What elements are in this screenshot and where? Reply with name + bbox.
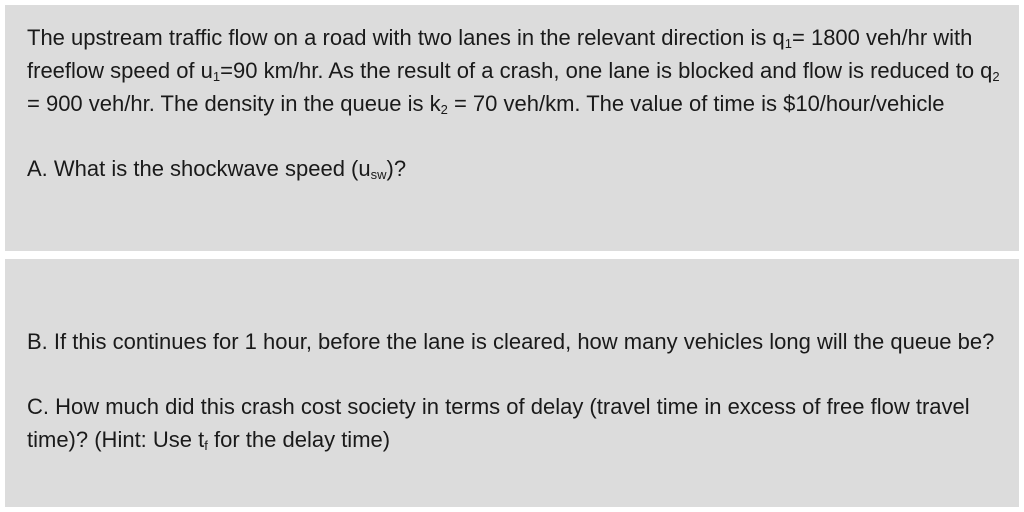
statement-text-2: = 1800 veh/hr with freeflow speed of u — [27, 25, 973, 83]
question-a-text-2: )? — [386, 156, 407, 181]
question-a-text-1: A. What is the shockwave speed (u — [27, 156, 371, 181]
questions-panel — [5, 259, 1019, 507]
k2-subscript: 2 — [440, 102, 448, 117]
question-c-text-2: for the delay time) — [207, 427, 391, 452]
question-b: B. If this continues for 1 hour, before the lane is cleared, how many vehicles long will the queue be? — [27, 329, 995, 354]
statement-text-1: The upstream traffic flow on a road with two lanes in the relevant direction is q — [27, 25, 785, 50]
statement-text-4: = 900 veh/hr. The density in the queue is k — [27, 91, 441, 116]
u1-subscript: 1 — [212, 69, 221, 84]
problem-statement-panel — [5, 5, 1019, 251]
question-c — [27, 390, 1005, 456]
question-c-text-1: C. How much did this crash cost society in terms of delay (travel time in excess of free flow travel time)? (Hint: Use t — [27, 394, 970, 452]
problem-statement — [27, 21, 1005, 120]
tf-subscript: f — [204, 438, 208, 453]
sw-subscript: sw — [370, 167, 387, 182]
q2-subscript: 2 — [992, 69, 1000, 84]
statement-text-3: =90 km/hr. As the result of a crash, one lane is blocked and flow is reduced to q — [220, 58, 993, 83]
question-a — [27, 152, 1005, 185]
statement-text-5: = 70 veh/km. The value of time is $10/hour/vehicle — [447, 91, 945, 116]
q1-subscript: 1 — [784, 36, 792, 51]
